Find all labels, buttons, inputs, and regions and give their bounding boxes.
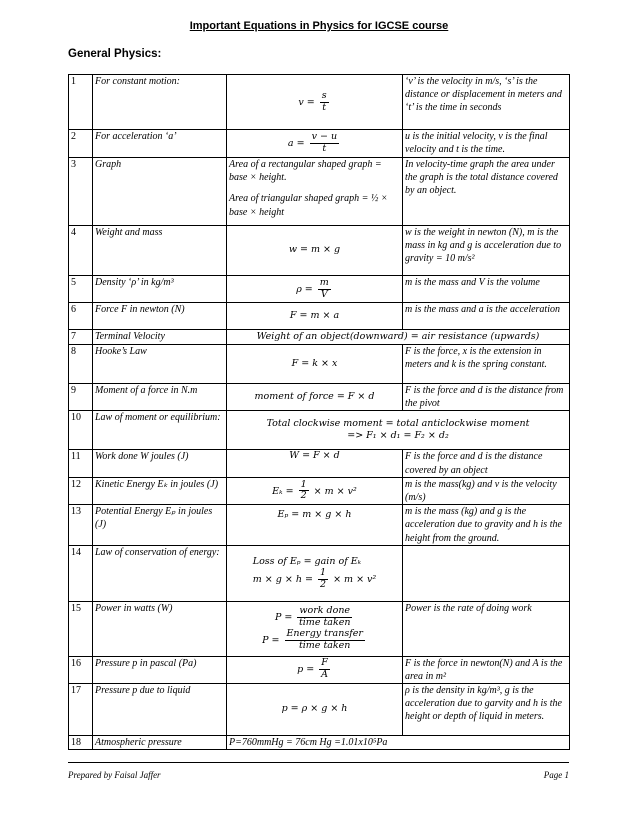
- section-heading: General Physics:: [68, 48, 162, 60]
- row-number: 2: [69, 130, 93, 158]
- row-equation: moment of force = F × d: [227, 384, 403, 411]
- row-topic: For acceleration ‘a’: [93, 130, 227, 158]
- row-number: 15: [69, 601, 93, 656]
- row-description: w is the weight in newton (N), m is the mass in kg and g is acceleration due to gravity = 10 m/s²: [403, 226, 570, 276]
- row-description: F is the force, x is the extension in meters and k is the spring constant.: [403, 345, 570, 384]
- row-description: m is the mass(kg) and v is the velocity (m/s): [403, 477, 570, 504]
- row-equation: ρ = $\frac{m}{V}$: [227, 276, 403, 303]
- row-topic: Potential Energy Eₚ in joules (J): [93, 505, 227, 546]
- row-equation: w = m × g: [227, 226, 403, 276]
- row-topic: Pressure p due to liquid: [93, 684, 227, 736]
- row-equation: Eₖ = $\frac{1}{2}$ × m × v²: [227, 477, 403, 504]
- row-number: 10: [69, 411, 93, 450]
- page-title: Important Equations in Physics for IGCSE course: [189, 20, 449, 32]
- row-topic: For constant motion:: [93, 75, 227, 130]
- equation-text: Area of a rectangular shaped graph = base × height.: [229, 159, 382, 184]
- row-description: m is the mass and a is the acceleration: [403, 303, 570, 330]
- footer-author: Prepared by Faisal Jaffer: [68, 770, 161, 780]
- row-number: 5: [69, 276, 93, 303]
- row-description: F is the force and d is the distance from the pivot: [403, 384, 570, 411]
- row-topic: Density ‘ρ’ in kg/m³: [93, 276, 227, 303]
- table-row: [69, 736, 570, 750]
- row-equation: p = $\frac{F}{A}$: [227, 656, 403, 683]
- row-equation: W = F × d: [227, 450, 403, 477]
- table-row: [69, 276, 570, 303]
- row-topic: Atmospheric pressure: [93, 736, 227, 750]
- table-row: [69, 330, 570, 345]
- row-description: In velocity-time graph the area under the graph is the total distance covered by an object.: [403, 158, 570, 226]
- row-topic: Moment of a force in N.m: [93, 384, 227, 411]
- row-number: 16: [69, 656, 93, 683]
- row-equation: Weight of an object(downward) = air resistance (upwards): [227, 330, 570, 345]
- row-description: ρ is the density in kg/m³, g is the acceleration due to garvity and h is the height or depth of liquid in meters.: [403, 684, 570, 736]
- row-number: 11: [69, 450, 93, 477]
- row-topic: Force F in newton (N): [93, 303, 227, 330]
- row-number: 13: [69, 505, 93, 546]
- table-row: [69, 545, 570, 601]
- row-number: 3: [69, 158, 93, 226]
- row-topic: Law of moment or equilibrium:: [93, 411, 227, 450]
- row-description: F is the force and d is the distance covered by an object: [403, 450, 570, 477]
- table-row: [69, 411, 570, 450]
- row-equation: Eₚ = m × g × h: [227, 505, 403, 546]
- row-equation: Total clockwise moment = total anticlockwise moment => F₁ × d₁ = F₂ × d₂: [227, 411, 570, 450]
- row-number: 14: [69, 545, 93, 601]
- table-row: [69, 684, 570, 736]
- table-row: [69, 345, 570, 384]
- footer-page-number: Page 1: [543, 770, 569, 780]
- row-description: ‘v’ is the velocity in m/s, ‘s’ is the distance or displacement in meters and ‘t’ is the time in seconds: [403, 75, 570, 130]
- row-topic: Power in watts (W): [93, 601, 227, 656]
- row-topic: Weight and mass: [93, 226, 227, 276]
- row-description: m is the mass and V is the volume: [403, 276, 570, 303]
- row-equation: P=760mmHg = 76cm Hg =1.01x10⁵Pa: [227, 736, 570, 750]
- table-row: [69, 158, 570, 226]
- row-number: 4: [69, 226, 93, 276]
- table-row: [69, 75, 570, 130]
- table-row: [69, 505, 570, 546]
- row-number: 17: [69, 684, 93, 736]
- row-description: [403, 545, 570, 601]
- row-equation: F = m × a: [227, 303, 403, 330]
- row-number: 12: [69, 477, 93, 504]
- row-equation: Loss of Eₚ = gain of Eₖ m × g × h = $\frac{1}{2}$ × m × v²: [227, 545, 403, 601]
- row-number: 8: [69, 345, 93, 384]
- table-row: [69, 384, 570, 411]
- row-number: 18: [69, 736, 93, 750]
- table-row: [69, 303, 570, 330]
- row-topic: Terminal Velocity: [93, 330, 227, 345]
- row-number: 6: [69, 303, 93, 330]
- row-topic: Kinetic Energy Eₖ in joules (J): [93, 477, 227, 504]
- row-topic: Graph: [93, 158, 227, 226]
- table-row: [69, 226, 570, 276]
- row-topic: Hooke’s Law: [93, 345, 227, 384]
- row-equation: F = k × x: [227, 345, 403, 384]
- row-description: Power is the rate of doing work: [403, 601, 570, 656]
- table-row: [69, 450, 570, 477]
- row-description: u is the initial velocity, v is the final velocity and t is the time.: [403, 130, 570, 158]
- row-number: 9: [69, 384, 93, 411]
- row-description: F is the force in newton(N) and A is the area in m²: [403, 656, 570, 683]
- equations-table: [68, 74, 570, 750]
- equation-text: Area of triangular shaped graph = ½ × base × height: [229, 193, 388, 218]
- row-equation: p = ρ × g × h: [227, 684, 403, 736]
- row-equation: [227, 158, 403, 226]
- row-number: 7: [69, 330, 93, 345]
- row-equation: P = $\frac{\text{work done}}{\text{time taken}}$ P = $\frac{\text{Energy transfer}}{\text{time taken}}$: [227, 601, 403, 656]
- row-number: 1: [69, 75, 93, 130]
- row-topic: Work done W joules (J): [93, 450, 227, 477]
- row-topic: Pressure p in pascal (Pa): [93, 656, 227, 683]
- table-row: [69, 477, 570, 504]
- table-row: [69, 601, 570, 656]
- table-row: [69, 130, 570, 158]
- row-description: m is the mass (kg) and g is the acceleration due to gravity and h is the height from the ground.: [403, 505, 570, 546]
- footer-divider: [68, 762, 569, 763]
- row-equation: v = $\frac{s}{t}$: [227, 75, 403, 130]
- row-equation: a = $\frac{v - u}{t}$: [227, 130, 403, 158]
- table-row: [69, 656, 570, 683]
- row-topic: Law of conservation of energy:: [93, 545, 227, 601]
